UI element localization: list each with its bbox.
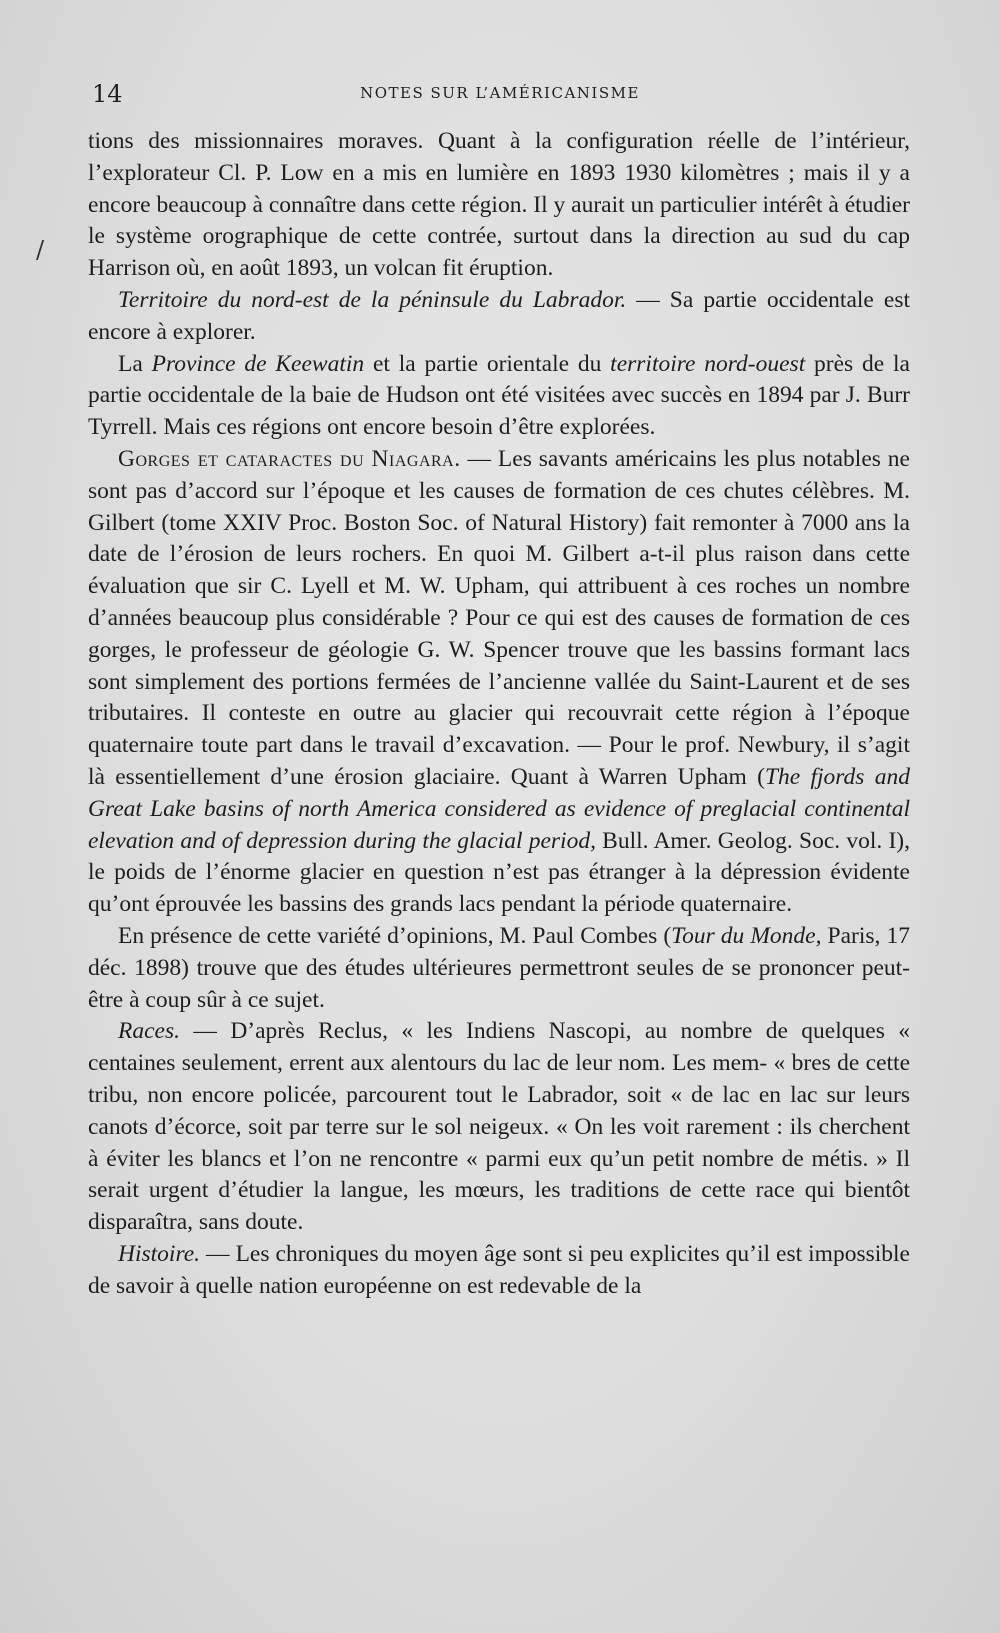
citation-title-upham: The fjords and Great Lake basins of north America considered as evidence of preglacial continental elevation and of depression during the glacial period, bbox=[88, 763, 910, 854]
paragraph-labrador bbox=[88, 285, 910, 349]
paragraph-text: Bull. Amer. Geolog. Soc. vol. I), le poids de l’énorme glacier en question n’est pas étranger à la dépression évidente qu’ont éprouvée les bassins des grands lacs pendant la période quaternaire. bbox=[88, 827, 910, 918]
paragraph-text: En présence de cette variété d’opinions, M. Paul Combes ( bbox=[118, 922, 672, 949]
paragraph-combes bbox=[88, 921, 910, 1016]
paragraph-text: — Les savants américains les plus notables ne sont pas d’accord sur l’époque et les causes de formation de ces chutes célèbres. M. Gilbert (tome XXIV Proc. Boston Soc. of Natural History) fait remonter à 7000 ans la date de l’érosion de leurs rochers. En quoi M. Gilbert a-t-il plus raison dans cette évaluation que sir C. Lyell et M. W. Upham, qui attribuent à ces roches un nombre d’années beaucoup plus considérable ? Pour ce qui est des causes de formation de ces gorges, le professeur de géologie G. W. Spencer trouve que les bassins formant lacs sont simplement des portions fermées de l’ancienne vallée du Saint-Laurent et de ses tributaires. Il conteste en outre au glacier qui recouvrait cette région à l’époque quaternaire toute part dans le travail d’excavation. — Pour le prof. Newbury, il s’agit là essentiellement d’une érosion glaciaire. Quant à Warren Upham ( bbox=[88, 445, 910, 790]
paragraph-missionnaires bbox=[88, 126, 910, 285]
section-heading-niagara: Gorges et cataractes du Niagara. bbox=[118, 445, 461, 472]
paragraph-text: et la partie orientale du bbox=[364, 350, 611, 377]
paragraph-text: Paris, 17 déc. 1898) trouve que des études ultérieures permettront seules de se prononcer peut-être à coup sûr à ce sujet. bbox=[88, 922, 910, 1013]
text-body bbox=[88, 126, 910, 1302]
citation-title-tour-du-monde: Tour du Monde, bbox=[671, 922, 822, 949]
place-name-territoire: territoire nord-ouest bbox=[610, 350, 806, 377]
paragraph-races bbox=[88, 1016, 910, 1239]
paragraph-keewatin bbox=[88, 349, 910, 444]
running-head: NOTES SUR L’AMÉRICANISME bbox=[360, 84, 640, 102]
paragraph-text: La bbox=[118, 350, 152, 377]
paragraph-text: — Sa partie occidentale est encore à explorer. bbox=[88, 286, 910, 345]
section-heading-labrador: Territoire du nord-est de la péninsule du Labrador. bbox=[118, 286, 627, 313]
paragraph-text: près de la partie occidentale de la baie de Hudson ont été visitées avec succès en 1894 par J. Burr Tyrrell. Mais ces régions ont encore besoin d’être explorées. bbox=[88, 350, 910, 441]
page-header bbox=[0, 80, 1000, 110]
page-number: 14 bbox=[92, 80, 123, 108]
margin-mark: / bbox=[36, 236, 45, 264]
section-heading-races: Races. bbox=[118, 1018, 180, 1045]
paragraph-text: tions des missionnaires moraves. Quant à la configuration réelle de l’intérieur, l’explorateur Cl. P. Low en a mis en lumière en 1893 1930 kilomètres ; mais il y a encore beaucoup à connaître dans cette région. Il y aurait un particulier intérêt à étudier le système orographique de cette contrée, surtout dans la direction au sud du cap Harrison où, en août 1893, un volcan fit éruption. bbox=[88, 128, 910, 282]
paragraph-niagara bbox=[88, 444, 910, 921]
paragraph-text: — Les chroniques du moyen âge sont si peu explicites qu’il est impossible de savoir à quelle nation européenne on est redevable de la bbox=[88, 1240, 910, 1299]
place-name-keewatin: Province de Keewatin bbox=[151, 350, 365, 377]
paragraph-text: — D’après Reclus, « les Indiens Nascopi, au nombre de quelques « centaines seulement, errent aux alentours du lac de leur nom. Les mem- « bres de cette tribu, non encore policée, parcourent tout le Labrador, soit « de lac en lac sur leurs canots d’écorce, soit par terre sur le sol neigeux. « On les voit rarement : ils cherchent à éviter les blancs et l’on ne rencontre « parmi eux qu’un petit nombre de métis. » Il serait urgent d’étudier la langue, les mœurs, les traditions de cette race qui bientôt disparaîtra, sans doute. bbox=[88, 1018, 910, 1236]
section-heading-histoire: Histoire. bbox=[118, 1240, 201, 1267]
paragraph-histoire bbox=[88, 1239, 910, 1303]
